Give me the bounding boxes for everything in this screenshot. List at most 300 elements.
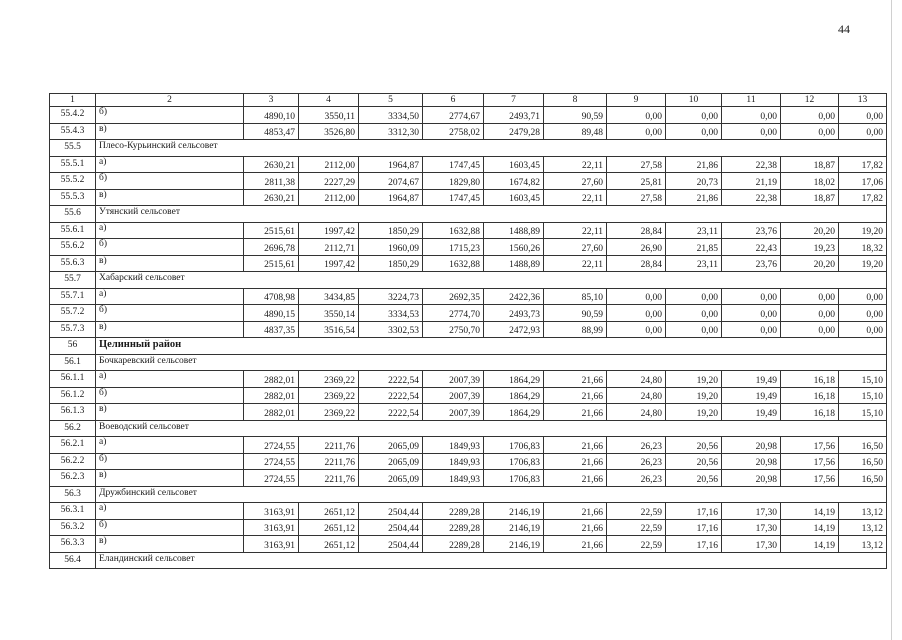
row-subitem: а) xyxy=(96,371,244,388)
row-code: 55.7.1 xyxy=(50,288,96,305)
row-subitem: а) xyxy=(96,222,244,239)
value-cell: 2222,54 xyxy=(359,371,423,388)
value-cell: 1849,93 xyxy=(423,470,484,487)
value-cell: 16,50 xyxy=(839,453,887,470)
table-row xyxy=(50,173,887,190)
value-cell: 2493,73 xyxy=(484,305,544,322)
value-cell: 2504,44 xyxy=(359,536,423,553)
row-code: 56.3.3 xyxy=(50,536,96,553)
value-cell: 0,00 xyxy=(607,123,666,140)
value-cell: 22,59 xyxy=(607,536,666,553)
value-cell: 1997,42 xyxy=(299,222,359,239)
value-cell: 3163,91 xyxy=(244,519,299,536)
value-cell: 0,00 xyxy=(666,321,722,338)
row-code: 55.4.3 xyxy=(50,123,96,140)
value-cell: 2211,76 xyxy=(299,470,359,487)
value-cell: 2369,22 xyxy=(299,371,359,388)
value-cell: 19,23 xyxy=(781,239,839,256)
empty-span-cell xyxy=(244,140,887,157)
value-cell: 21,66 xyxy=(544,453,607,470)
value-cell: 2630,21 xyxy=(244,156,299,173)
value-cell: 0,00 xyxy=(839,305,887,322)
table-row xyxy=(50,288,887,305)
settlement-name: Утянский сельсовет xyxy=(96,206,244,223)
table-row xyxy=(50,107,887,124)
value-cell: 17,82 xyxy=(839,189,887,206)
value-cell: 2112,71 xyxy=(299,239,359,256)
value-cell: 3550,11 xyxy=(299,107,359,124)
value-cell: 1997,42 xyxy=(299,255,359,272)
value-cell: 19,49 xyxy=(722,371,781,388)
value-cell: 2007,39 xyxy=(423,371,484,388)
value-cell: 90,59 xyxy=(544,305,607,322)
value-cell: 23,11 xyxy=(666,222,722,239)
value-cell: 2112,00 xyxy=(299,156,359,173)
value-cell: 3163,91 xyxy=(244,536,299,553)
page-number: 44 xyxy=(838,22,850,36)
value-cell: 17,30 xyxy=(722,536,781,553)
row-code: 55.6.1 xyxy=(50,222,96,239)
value-cell: 20,56 xyxy=(666,437,722,454)
value-cell: 2882,01 xyxy=(244,371,299,388)
value-cell: 89,48 xyxy=(544,123,607,140)
value-cell: 27,60 xyxy=(544,239,607,256)
settlement-title-row xyxy=(50,486,887,503)
settlement-name: Хабарский сельсовет xyxy=(96,272,244,289)
value-cell: 1603,45 xyxy=(484,156,544,173)
district-title-row xyxy=(50,338,887,355)
empty-span-cell xyxy=(244,486,887,503)
row-code: 55.6.3 xyxy=(50,255,96,272)
value-cell: 85,10 xyxy=(544,288,607,305)
value-cell: 28,84 xyxy=(607,222,666,239)
value-cell: 13,12 xyxy=(839,503,887,520)
value-cell: 1560,26 xyxy=(484,239,544,256)
empty-span-cell xyxy=(244,552,887,569)
row-code: 56.2.3 xyxy=(50,470,96,487)
value-cell: 1864,29 xyxy=(484,387,544,404)
value-cell: 1706,83 xyxy=(484,453,544,470)
value-cell: 20,56 xyxy=(666,453,722,470)
value-cell: 2065,09 xyxy=(359,470,423,487)
value-cell: 1488,89 xyxy=(484,255,544,272)
value-cell: 2146,19 xyxy=(484,503,544,520)
value-cell: 2369,22 xyxy=(299,387,359,404)
value-cell: 2289,28 xyxy=(423,503,484,520)
settlement-title-row xyxy=(50,140,887,157)
value-cell: 21,85 xyxy=(666,239,722,256)
row-code: 55.5 xyxy=(50,140,96,157)
value-cell: 1964,87 xyxy=(359,189,423,206)
value-cell: 19,20 xyxy=(839,222,887,239)
table-row xyxy=(50,123,887,140)
value-cell: 17,56 xyxy=(781,437,839,454)
row-code: 55.7 xyxy=(50,272,96,289)
value-cell: 15,10 xyxy=(839,387,887,404)
value-cell: 0,00 xyxy=(607,288,666,305)
value-cell: 0,00 xyxy=(722,107,781,124)
value-cell: 17,16 xyxy=(666,536,722,553)
table-row xyxy=(50,222,887,239)
row-code: 56.1.1 xyxy=(50,371,96,388)
value-cell: 0,00 xyxy=(722,123,781,140)
value-cell: 17,56 xyxy=(781,453,839,470)
value-cell: 23,11 xyxy=(666,255,722,272)
value-cell: 2007,39 xyxy=(423,404,484,421)
value-cell: 15,10 xyxy=(839,404,887,421)
row-subitem: в) xyxy=(96,189,244,206)
value-cell: 2146,19 xyxy=(484,536,544,553)
value-cell: 13,12 xyxy=(839,536,887,553)
row-code: 55.5.2 xyxy=(50,173,96,190)
value-cell: 2112,00 xyxy=(299,189,359,206)
district-name: Целинный район xyxy=(96,338,244,355)
row-subitem: а) xyxy=(96,503,244,520)
empty-span-cell xyxy=(244,338,887,355)
value-cell: 20,98 xyxy=(722,470,781,487)
value-cell: 2515,61 xyxy=(244,222,299,239)
table-row xyxy=(50,437,887,454)
value-cell: 18,87 xyxy=(781,189,839,206)
value-cell: 2692,35 xyxy=(423,288,484,305)
value-cell: 1674,82 xyxy=(484,173,544,190)
value-cell: 14,19 xyxy=(781,519,839,536)
value-cell: 2504,44 xyxy=(359,519,423,536)
value-cell: 2222,54 xyxy=(359,404,423,421)
value-cell: 20,20 xyxy=(781,222,839,239)
value-cell: 3334,53 xyxy=(359,305,423,322)
value-cell: 2724,55 xyxy=(244,470,299,487)
value-cell: 2651,12 xyxy=(299,503,359,520)
column-header-4: 4 xyxy=(299,94,359,107)
value-cell: 24,80 xyxy=(607,371,666,388)
value-cell: 22,38 xyxy=(722,156,781,173)
value-cell: 0,00 xyxy=(781,321,839,338)
value-cell: 22,38 xyxy=(722,189,781,206)
value-cell: 0,00 xyxy=(781,123,839,140)
value-cell: 17,30 xyxy=(722,519,781,536)
value-cell: 15,10 xyxy=(839,371,887,388)
row-subitem: б) xyxy=(96,387,244,404)
value-cell: 19,20 xyxy=(666,371,722,388)
row-subitem: в) xyxy=(96,255,244,272)
table-body xyxy=(50,94,887,569)
value-cell: 18,32 xyxy=(839,239,887,256)
value-cell: 2882,01 xyxy=(244,404,299,421)
column-header-8: 8 xyxy=(544,94,607,107)
value-cell: 19,20 xyxy=(666,387,722,404)
table-row xyxy=(50,156,887,173)
row-subitem: в) xyxy=(96,536,244,553)
value-cell: 2065,09 xyxy=(359,453,423,470)
value-cell: 0,00 xyxy=(722,321,781,338)
settlement-name: Еландинский сельсовет xyxy=(96,552,244,569)
value-cell: 21,86 xyxy=(666,189,722,206)
value-cell: 20,73 xyxy=(666,173,722,190)
value-cell: 2774,67 xyxy=(423,107,484,124)
table-row xyxy=(50,470,887,487)
value-cell: 26,23 xyxy=(607,470,666,487)
value-cell: 0,00 xyxy=(607,107,666,124)
value-cell: 1747,45 xyxy=(423,156,484,173)
settlement-name: Дружбинский сельсовет xyxy=(96,486,244,503)
value-cell: 19,49 xyxy=(722,404,781,421)
row-subitem: а) xyxy=(96,156,244,173)
value-cell: 2724,55 xyxy=(244,437,299,454)
value-cell: 2696,78 xyxy=(244,239,299,256)
value-cell: 23,76 xyxy=(722,222,781,239)
column-header-9: 9 xyxy=(607,94,666,107)
value-cell: 14,19 xyxy=(781,536,839,553)
value-cell: 0,00 xyxy=(607,321,666,338)
value-cell: 1706,83 xyxy=(484,470,544,487)
column-header-11: 11 xyxy=(722,94,781,107)
row-subitem: б) xyxy=(96,519,244,536)
value-cell: 26,23 xyxy=(607,437,666,454)
value-cell: 18,02 xyxy=(781,173,839,190)
value-cell: 3334,50 xyxy=(359,107,423,124)
value-cell: 1964,87 xyxy=(359,156,423,173)
value-cell: 0,00 xyxy=(722,305,781,322)
value-cell: 21,66 xyxy=(544,536,607,553)
row-subitem: б) xyxy=(96,239,244,256)
row-code: 56.1.3 xyxy=(50,404,96,421)
table-row xyxy=(50,387,887,404)
row-subitem: б) xyxy=(96,453,244,470)
column-header-6: 6 xyxy=(423,94,484,107)
row-subitem: б) xyxy=(96,305,244,322)
row-code: 55.6.2 xyxy=(50,239,96,256)
row-code: 55.6 xyxy=(50,206,96,223)
value-cell: 2493,71 xyxy=(484,107,544,124)
table-row xyxy=(50,503,887,520)
row-subitem: в) xyxy=(96,404,244,421)
value-cell: 17,16 xyxy=(666,519,722,536)
settlement-name: Воеводский сельсовет xyxy=(96,420,244,437)
value-cell: 0,00 xyxy=(666,107,722,124)
value-cell: 16,50 xyxy=(839,437,887,454)
value-cell: 2882,01 xyxy=(244,387,299,404)
table-row xyxy=(50,453,887,470)
value-cell: 16,18 xyxy=(781,387,839,404)
row-code: 55.4.2 xyxy=(50,107,96,124)
settlement-name: Плесо-Курьинский сельсовет xyxy=(96,140,244,157)
value-cell: 26,23 xyxy=(607,453,666,470)
row-subitem: а) xyxy=(96,288,244,305)
value-cell: 21,66 xyxy=(544,387,607,404)
value-cell: 21,66 xyxy=(544,470,607,487)
value-cell: 4837,35 xyxy=(244,321,299,338)
value-cell: 17,16 xyxy=(666,503,722,520)
table-header-row xyxy=(50,94,887,107)
value-cell: 22,11 xyxy=(544,222,607,239)
row-code: 56.2.1 xyxy=(50,437,96,454)
value-cell: 22,11 xyxy=(544,189,607,206)
value-cell: 2811,38 xyxy=(244,173,299,190)
value-cell: 2074,67 xyxy=(359,173,423,190)
tariff-table xyxy=(49,93,887,569)
value-cell: 2289,28 xyxy=(423,536,484,553)
value-cell: 20,20 xyxy=(781,255,839,272)
row-code: 55.7.3 xyxy=(50,321,96,338)
scan-edge-line xyxy=(891,0,892,640)
row-subitem: в) xyxy=(96,123,244,140)
value-cell: 3224,73 xyxy=(359,288,423,305)
value-cell: 22,43 xyxy=(722,239,781,256)
settlement-title-row xyxy=(50,354,887,371)
value-cell: 2651,12 xyxy=(299,519,359,536)
value-cell: 0,00 xyxy=(839,288,887,305)
empty-span-cell xyxy=(244,354,887,371)
table-row xyxy=(50,519,887,536)
value-cell: 16,18 xyxy=(781,371,839,388)
value-cell: 1849,93 xyxy=(423,453,484,470)
column-header-7: 7 xyxy=(484,94,544,107)
value-cell: 0,00 xyxy=(781,305,839,322)
value-cell: 0,00 xyxy=(781,288,839,305)
value-cell: 17,06 xyxy=(839,173,887,190)
row-subitem: в) xyxy=(96,470,244,487)
row-subitem: в) xyxy=(96,321,244,338)
value-cell: 2774,70 xyxy=(423,305,484,322)
settlement-title-row xyxy=(50,552,887,569)
value-cell: 16,50 xyxy=(839,470,887,487)
row-code: 56.1 xyxy=(50,354,96,371)
value-cell: 21,66 xyxy=(544,437,607,454)
value-cell: 16,18 xyxy=(781,404,839,421)
value-cell: 23,76 xyxy=(722,255,781,272)
value-cell: 2211,76 xyxy=(299,437,359,454)
value-cell: 2472,93 xyxy=(484,321,544,338)
row-code: 56.3.2 xyxy=(50,519,96,536)
settlement-title-row xyxy=(50,420,887,437)
row-code: 56.3.1 xyxy=(50,503,96,520)
column-header-2: 2 xyxy=(96,94,244,107)
table-row xyxy=(50,371,887,388)
value-cell: 0,00 xyxy=(666,305,722,322)
value-cell: 20,56 xyxy=(666,470,722,487)
column-header-3: 3 xyxy=(244,94,299,107)
value-cell: 21,66 xyxy=(544,371,607,388)
value-cell: 2479,28 xyxy=(484,123,544,140)
row-code: 56.4 xyxy=(50,552,96,569)
value-cell: 27,58 xyxy=(607,156,666,173)
value-cell: 90,59 xyxy=(544,107,607,124)
value-cell: 0,00 xyxy=(722,288,781,305)
table-row xyxy=(50,255,887,272)
value-cell: 88,99 xyxy=(544,321,607,338)
value-cell: 24,80 xyxy=(607,387,666,404)
value-cell: 2422,36 xyxy=(484,288,544,305)
value-cell: 17,56 xyxy=(781,470,839,487)
value-cell: 3302,53 xyxy=(359,321,423,338)
row-code: 56 xyxy=(50,338,96,355)
column-header-12: 12 xyxy=(781,94,839,107)
value-cell: 1960,09 xyxy=(359,239,423,256)
value-cell: 17,82 xyxy=(839,156,887,173)
value-cell: 1603,45 xyxy=(484,189,544,206)
value-cell: 20,98 xyxy=(722,453,781,470)
value-cell: 18,87 xyxy=(781,156,839,173)
empty-span-cell xyxy=(244,420,887,437)
value-cell: 21,66 xyxy=(544,503,607,520)
value-cell: 19,49 xyxy=(722,387,781,404)
value-cell: 28,84 xyxy=(607,255,666,272)
row-code: 55.5.1 xyxy=(50,156,96,173)
value-cell: 3312,30 xyxy=(359,123,423,140)
value-cell: 1849,93 xyxy=(423,437,484,454)
value-cell: 2651,12 xyxy=(299,536,359,553)
settlement-name: Бочкаревский сельсовет xyxy=(96,354,244,371)
row-code: 56.3 xyxy=(50,486,96,503)
table-row xyxy=(50,536,887,553)
value-cell: 21,66 xyxy=(544,519,607,536)
value-cell: 1715,23 xyxy=(423,239,484,256)
table-row xyxy=(50,239,887,256)
empty-span-cell xyxy=(244,206,887,223)
value-cell: 19,20 xyxy=(839,255,887,272)
value-cell: 2222,54 xyxy=(359,387,423,404)
value-cell: 3163,91 xyxy=(244,503,299,520)
column-header-1: 1 xyxy=(50,94,96,107)
empty-span-cell xyxy=(244,272,887,289)
value-cell: 3550,14 xyxy=(299,305,359,322)
value-cell: 1850,29 xyxy=(359,222,423,239)
value-cell: 0,00 xyxy=(839,321,887,338)
value-cell: 4890,10 xyxy=(244,107,299,124)
value-cell: 4708,98 xyxy=(244,288,299,305)
row-code: 56.1.2 xyxy=(50,387,96,404)
value-cell: 0,00 xyxy=(839,107,887,124)
column-header-5: 5 xyxy=(359,94,423,107)
value-cell: 21,19 xyxy=(722,173,781,190)
row-code: 55.7.2 xyxy=(50,305,96,322)
table-row xyxy=(50,404,887,421)
column-header-13: 13 xyxy=(839,94,887,107)
value-cell: 2504,44 xyxy=(359,503,423,520)
value-cell: 27,58 xyxy=(607,189,666,206)
value-cell: 22,11 xyxy=(544,255,607,272)
value-cell: 19,20 xyxy=(666,404,722,421)
value-cell: 3434,85 xyxy=(299,288,359,305)
value-cell: 2289,28 xyxy=(423,519,484,536)
value-cell: 0,00 xyxy=(607,305,666,322)
value-cell: 24,80 xyxy=(607,404,666,421)
value-cell: 1488,89 xyxy=(484,222,544,239)
row-subitem: б) xyxy=(96,173,244,190)
row-subitem: б) xyxy=(96,107,244,124)
value-cell: 2146,19 xyxy=(484,519,544,536)
value-cell: 1747,45 xyxy=(423,189,484,206)
value-cell: 27,60 xyxy=(544,173,607,190)
value-cell: 2065,09 xyxy=(359,437,423,454)
value-cell: 2758,02 xyxy=(423,123,484,140)
value-cell: 1829,80 xyxy=(423,173,484,190)
value-cell: 2211,76 xyxy=(299,453,359,470)
value-cell: 0,00 xyxy=(839,123,887,140)
value-cell: 1632,88 xyxy=(423,255,484,272)
value-cell: 22,59 xyxy=(607,503,666,520)
value-cell: 2227,29 xyxy=(299,173,359,190)
value-cell: 21,66 xyxy=(544,404,607,421)
table-row xyxy=(50,321,887,338)
value-cell: 22,11 xyxy=(544,156,607,173)
value-cell: 2750,70 xyxy=(423,321,484,338)
column-header-10: 10 xyxy=(666,94,722,107)
value-cell: 2515,61 xyxy=(244,255,299,272)
settlement-title-row xyxy=(50,272,887,289)
value-cell: 0,00 xyxy=(666,123,722,140)
